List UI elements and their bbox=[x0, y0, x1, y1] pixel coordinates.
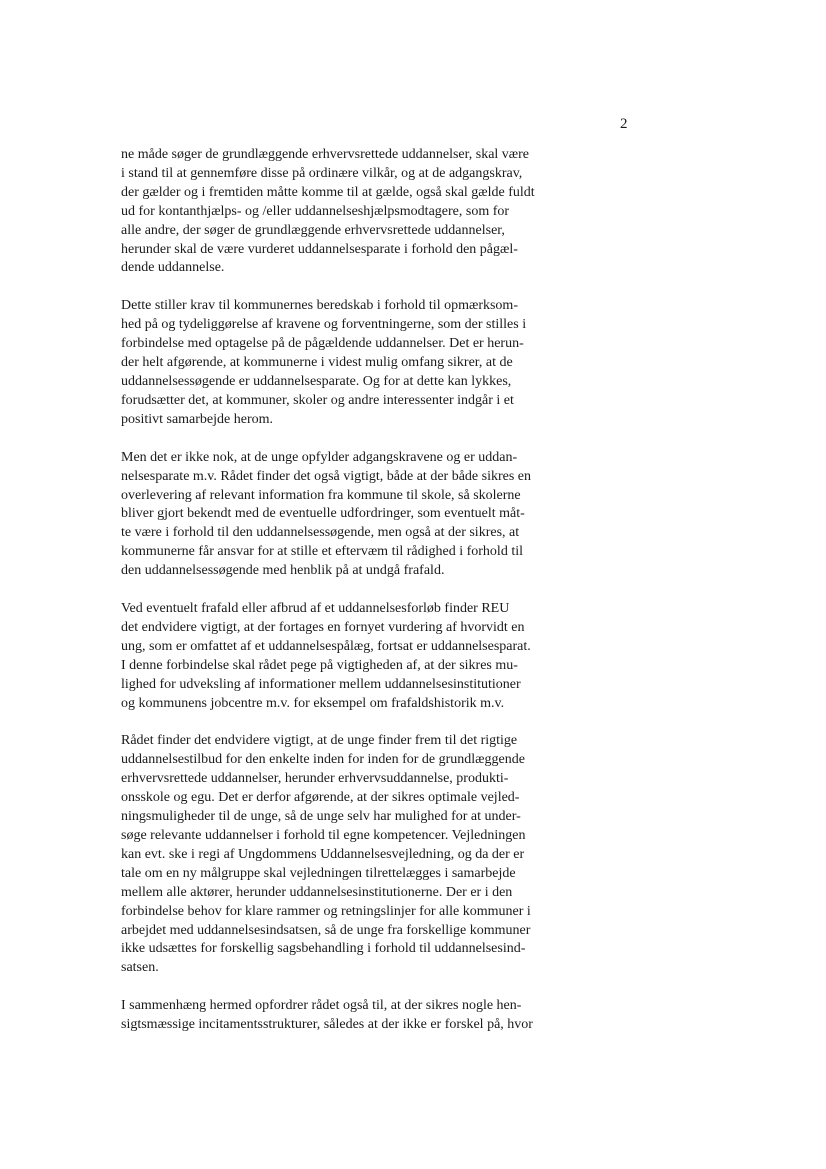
text-line: den uddannelsessøgende med henblik på at undgå frafald. bbox=[121, 563, 445, 579]
text-line: Ved eventuelt frafald eller afbrud af et uddannelsesforløb finder REU bbox=[121, 601, 510, 617]
text-line: ningsmuligheder til de unge, så de unge selv har mulighed for at under- bbox=[121, 809, 521, 825]
text-line: kan evt. ske i regi af Ungdommens Uddannelsesvejledning, og da der er bbox=[121, 846, 525, 862]
paragraph-4 bbox=[121, 600, 571, 713]
text-line: nelsesparate m.v. Rådet finder det også vigtigt, både at der både sikres en bbox=[121, 468, 532, 484]
paragraph-2 bbox=[121, 297, 571, 429]
paragraph-3 bbox=[121, 449, 571, 581]
text-line: mellem alle aktører, herunder uddannelsesinstitutionerne. Der er i den bbox=[121, 884, 513, 900]
text-line: Rådet finder det endvidere vigtigt, at de unge finder frem til det rigtige bbox=[121, 733, 518, 749]
text-line: ud for kontanthjælps- og /eller uddannelseshjælpsmodtagere, som for bbox=[121, 203, 510, 219]
paragraph-5 bbox=[121, 732, 571, 978]
text-line: forbindelse med optagelse på de pågældende uddannelser. Det er herun- bbox=[121, 336, 524, 352]
text-line: te være i forhold til den uddannelsessøgende, men også at der sikres, at bbox=[121, 525, 520, 541]
text-line: ikke udsættes for forskellig sagsbehandling i forhold til uddannelsesind- bbox=[121, 941, 526, 957]
text-line: erhvervsrettede uddannelser, herunder erhvervsuddannelse, produkti- bbox=[121, 771, 509, 787]
text-line: der helt afgørende, at kommunerne i videst mulig omfang sikrer, at de bbox=[121, 355, 513, 371]
body-text bbox=[121, 146, 571, 1054]
text-line: ung, som er omfattet af et uddannelsespålæg, fortsat er uddannelsesparat. bbox=[121, 638, 531, 654]
text-line: alle andre, der søger de grundlæggende erhvervsrettede uddannelser, bbox=[121, 222, 505, 238]
text-line: tale om en ny målgruppe skal vejledningen tilrettelægges i samarbejde bbox=[121, 865, 516, 881]
paragraph-1 bbox=[121, 146, 571, 278]
text-line: herunder skal de være vurderet uddannelsesparate i forhold den pågæl- bbox=[121, 241, 518, 257]
text-line: sigtsmæssige incitamentsstrukturer, således at der ikke er forskel på, hvor bbox=[121, 1017, 533, 1033]
text-line: I denne forbindelse skal rådet pege på vigtigheden af, at der sikres mu- bbox=[121, 657, 518, 673]
text-line: positivt samarbejde herom. bbox=[121, 411, 274, 427]
text-line: ne måde søger de grundlæggende erhvervsrettede uddannelser, skal være bbox=[121, 147, 530, 162]
text-line: kommunerne får ansvar for at stille et eftervæm til rådighed i forhold til bbox=[121, 544, 523, 560]
text-line: forudsætter det, at kommuner, skoler og andre interessenter indgår i et bbox=[121, 392, 514, 408]
text-line: hed på og tydeliggørelse af kravene og forventningerne, som der stilles i bbox=[121, 317, 527, 333]
text-line: forbindelse behov for klare rammer og retningslinjer for alle kommuner i bbox=[121, 903, 531, 919]
text-line: i stand til at gennemføre disse på ordinære vilkår, og at de adgangskrav, bbox=[121, 165, 523, 181]
text-line: det endvidere vigtigt, at der fortages en fornyet vurdering af hvorvidt en bbox=[121, 619, 525, 635]
page-number: 2 bbox=[620, 116, 628, 132]
text-line: og kommunens jobcentre m.v. for eksempel om frafaldshistorik m.v. bbox=[121, 695, 505, 711]
text-line: Dette stiller krav til kommunernes beredskab i forhold til opmærksom- bbox=[121, 298, 518, 314]
text-line: onsskole og egu. Det er derfor afgørende, at der sikres optimale vejled- bbox=[121, 790, 520, 806]
text-line: bliver gjort bekendt med de eventuelle udfordringer, som eventuelt måt- bbox=[121, 506, 525, 522]
text-line: Men det er ikke nok, at de unge opfylder adgangskravene og er uddan- bbox=[121, 449, 518, 465]
text-line: der gælder og i fremtiden måtte komme til at gælde, også skal gælde fuldt bbox=[121, 184, 535, 200]
text-line: dende uddannelse. bbox=[121, 260, 225, 276]
text-line: satsen. bbox=[121, 960, 159, 976]
text-line: lighed for udveksling af informationer mellem uddannelsesinstitutioner bbox=[121, 676, 521, 692]
paragraph-6 bbox=[121, 997, 571, 1035]
text-line: søge relevante uddannelser i forhold til egne kompetencer. Vejledningen bbox=[121, 828, 526, 843]
text-line: uddannelsessøgende er uddannelsesparate. Og for at dette kan lykkes, bbox=[121, 373, 512, 389]
text-line: I sammenhæng hermed opfordrer rådet også til, at der sikres nogle hen- bbox=[121, 998, 522, 1014]
text-line: uddannelsestilbud for den enkelte inden for inden for de grundlæggende bbox=[121, 752, 525, 768]
text-line: overlevering af relevant information fra kommune til skole, så skolerne bbox=[121, 487, 521, 503]
text-line: arbejdet med uddannelsesindsatsen, så de unge fra forskellige kommuner bbox=[121, 922, 531, 938]
